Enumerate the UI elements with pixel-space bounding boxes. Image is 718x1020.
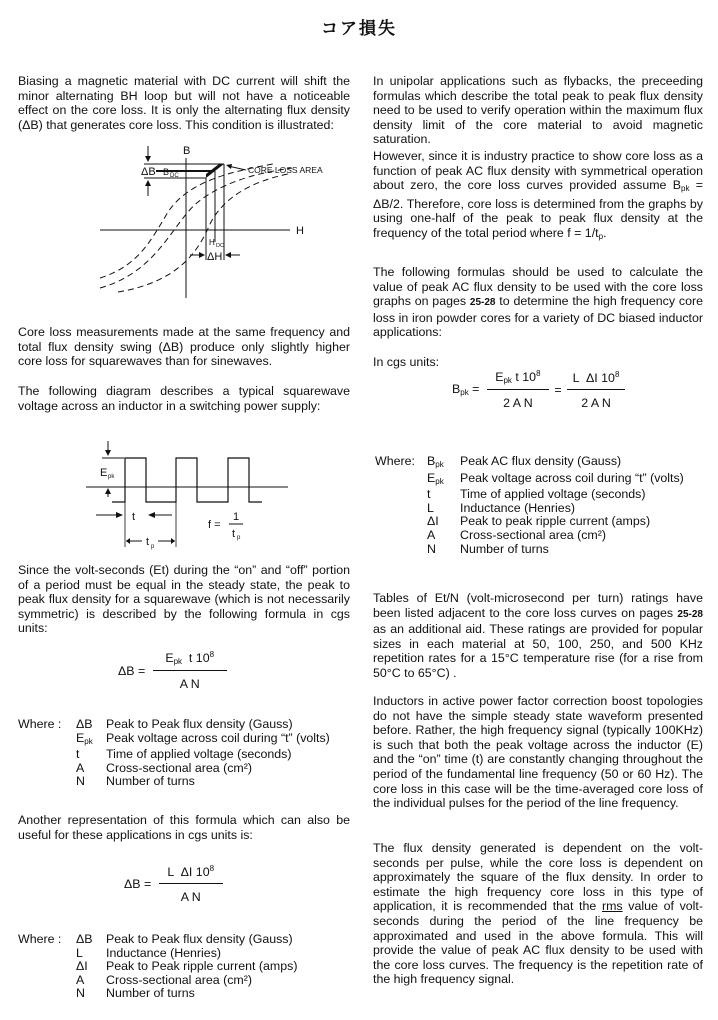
right-cgs-label: In cgs units: <box>373 355 440 369</box>
where-list-1: Where : ΔB Peak to Peak flux density (Gauss) $E_{pk}$ Peak voltage across coil during “t” (volts) t Time of applied voltage (seconds) A Cross-sectional area (cm²) N Number of turns <box>18 717 330 789</box>
tp-label: t <box>146 536 150 548</box>
bh-upper-curve <box>100 168 292 288</box>
right-paragraph-unipolar: In unipolar applications such as flybacks, the preceeding formulas which describe the total peak to peak flux density need to be used to verify operation within the maximum flux density limit of the core material to avoid magnetic saturation. <box>373 74 703 147</box>
where-list-2: Where : ΔB Peak to Peak flux density (Gauss) L Inductance (Henries) ΔI Peak to Peak ripple current (amps) A Cross-sectional area (cm²) N Number of turns <box>18 932 298 1001</box>
b-axis-label: B <box>183 145 191 157</box>
page-title: コア損失 <box>321 19 397 39</box>
left-paragraph-another-representation: Another representation of this formula which can also be useful for these applications in cgs units is: <box>18 813 350 842</box>
f-eq-label: f = <box>208 519 221 531</box>
svg-text:pk: pk <box>108 474 115 480</box>
right-paragraph-pfc-boost: Inductors in active power factor correction boost topologies do not have the simple steady state waveform presented before. Rather, the high frequency signal (typically 100KHz) is such that both the peak voltage across the inductor (E) and the “on” time (t) are constantly changing throughout the period of the fundamental line frequency (50 or 60 Hz). The core loss in this case will be the time-averaged core loss of the individual pulses for the period of the line frequency. <box>373 694 703 811</box>
squarewave-trace <box>112 458 262 502</box>
bh-loop-diagram <box>98 142 358 317</box>
epk-label: E <box>100 467 108 479</box>
formula-bpk: $B_{pk}$ = $\frac{E_{pk} t 10^8}{\text{2 A N}}$ = $\frac{L \Delta I 10^8}{\text{2 A N}}$ <box>452 369 625 410</box>
right-paragraph-flux-density: The flux density generated is dependent on the volt-seconds per pulse, while the core loss is dependent on approximately the square of the flux density. In order to estimate the high frequency core loss in this type of application, it is recommended that the rms value of volt-seconds during the period of the line frequency be approximated and used in the above formula. This will provide the value of peak AC flux density to be used with the core loss curves. The frequency is the repetition rate of the high frequency signal. <box>373 841 703 987</box>
bh-lower-curve <box>118 174 288 292</box>
f-num: 1 <box>233 511 240 523</box>
where-list-3: Where: $B_{pk}$ Peak AC flux density (Gauss) $E_{pk}$ Peak voltage across coil during “t” (volts) t Time of applied voltage (seconds) L Inductance (Henries) ΔI Peak to peak ripple current (amps) A Cross-sectional area (cm²) N Number of turns <box>375 454 684 556</box>
left-paragraph-bias: Biasing a magnetic material with DC current will shift the minor alternating BH loop but will not have a noticeable effect on the core loss. It is only the alternating flux density (ΔB) that generates core loss. This condition is illustrated: <box>18 74 350 132</box>
b-dc-label: B <box>163 167 170 177</box>
right-paragraph-et-n-tables: Tables of Et/N (volt-microsecond per turn) ratings have been listed adjacent to the core loss curves on pages 25-28 as an additional aid. These ratings are provided for popular sizes in each material at 50, 100, 250, and 500 KHz repetition rates for a 15°C temperature rise (for a rise from 50°C to 65°C) . <box>373 591 703 680</box>
h-axis-label: H <box>296 225 304 237</box>
h-dc-label: H <box>209 238 215 247</box>
right-paragraph-formulas-intro: The following formulas should be used to calculate the value of peak AC flux density to be used with the core loss graphs on pages 25-28 to determine the high frequency core loss in iron powder cores for a variety of DC biased inductor applications: <box>373 265 703 340</box>
svg-text:DC: DC <box>170 173 179 179</box>
svg-text:p: p <box>151 544 155 550</box>
left-paragraph-squarewave-intro: The following diagram describes a typical squarewave voltage across an inductor in a switching power supply: <box>18 384 350 413</box>
f-den: t <box>232 528 236 540</box>
left-paragraph-volt-seconds: Since the volt-seconds (Et) during the “on” and “off” portion of a period must be equal in the steady state, the peak to peak flux density for a squarewave (which is not necessarily symmetric) is described by the following formula in cgs units: <box>18 563 350 636</box>
delta-b-label: ΔB <box>141 166 156 178</box>
t-label: t <box>132 511 136 523</box>
formula-delta-b-epk: ΔB = $\frac{E_{pk} t 10^8}{\text{A N}}$ <box>118 650 227 691</box>
formula-delta-b-inductance: ΔB = $\frac{L \Delta I 10^8}{\text{A N}}$ <box>124 864 223 904</box>
svg-text:DC: DC <box>216 243 224 249</box>
left-paragraph-measurements: Core loss measurements made at the same frequency and total flux density swing (ΔB) produce only slightly higher core loss for squarewaves than for sinewaves. <box>18 325 350 369</box>
right-paragraph-industry-practice: However, since it is industry practice to show core loss as a function of peak AC flux density with symmetrical operation about zero, the core loss curves provided assume $B_{pk} = \Delta B/2$. Therefore, core loss is determined from the graphs by using one-half of the peak to peak flux density at the frequency of the total period where $f = 1/t_p$. <box>373 149 703 241</box>
core-loss-area-label: CORE LOSS AREA <box>248 165 323 175</box>
delta-h-label: ΔH <box>207 251 223 263</box>
svg-text:p: p <box>237 535 241 541</box>
squarewave-diagram <box>80 435 360 553</box>
